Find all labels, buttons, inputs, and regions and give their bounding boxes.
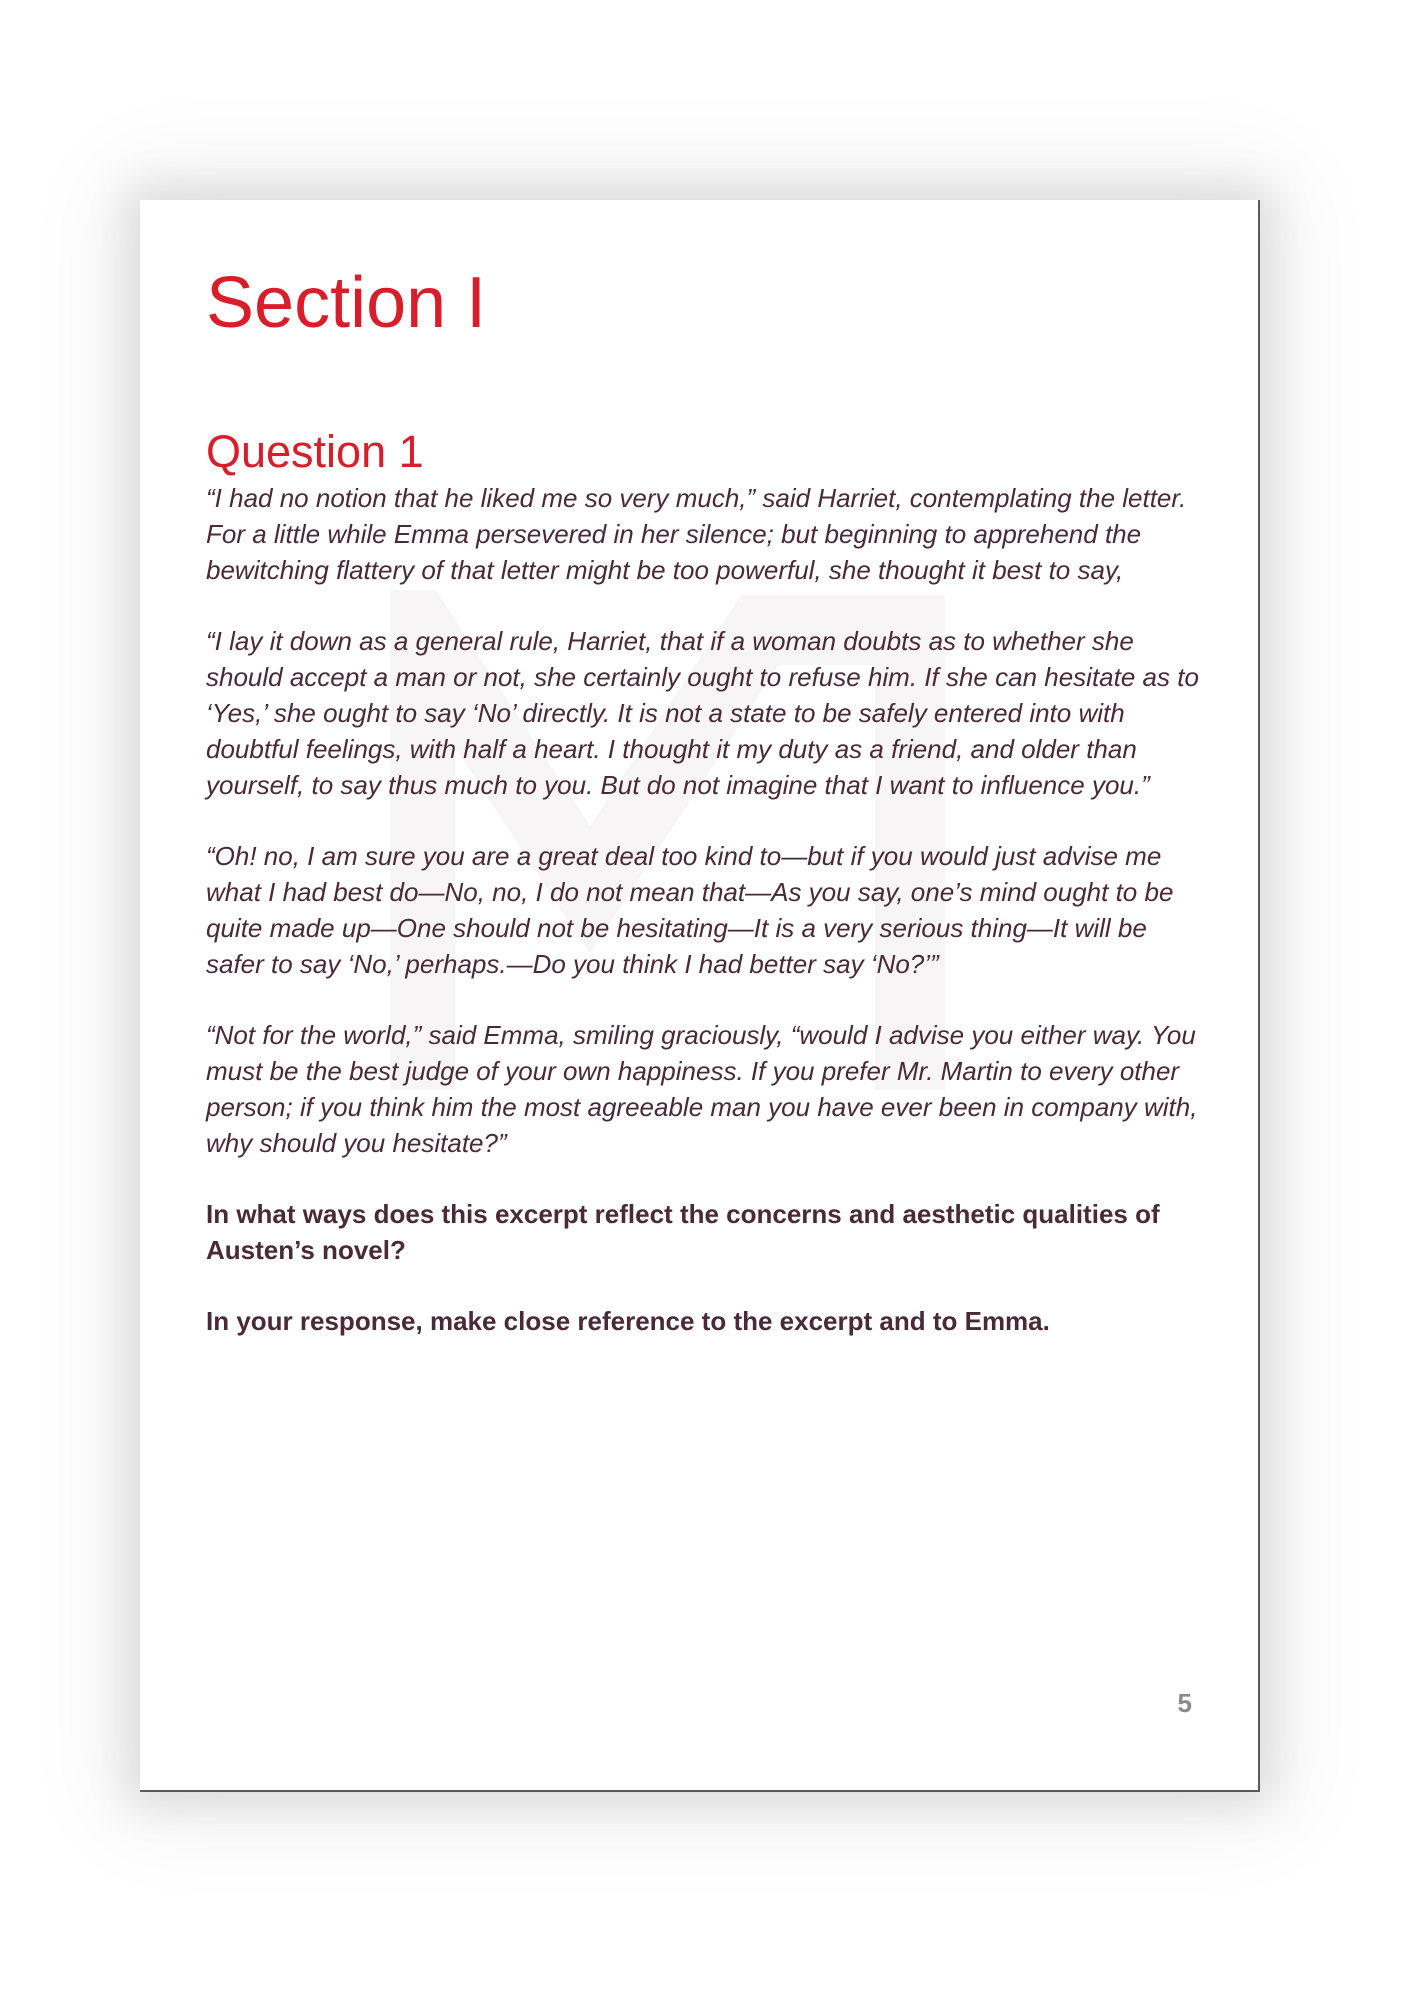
document-page [140, 200, 1260, 1792]
page-content [206, 258, 1206, 1374]
excerpt-paragraph: “I had no notion that he liked me so very much,” said Harriet, contemplating the letter. For a little while Emma persevered in her silence; but beginning to apprehend the bewitching flattery of that letter might be too powerful, she thought it best to say, [206, 483, 1187, 585]
page-number: 5 [1177, 1688, 1192, 1718]
excerpt-paragraph: “I lay it down as a general rule, Harriet, that if a woman doubts as to whether she should accept a man or not, she certainly ought to refuse him. If she can hesitate as to ‘Yes,’ she ought to say ‘No’ directly. It is not a state to be safely entered into with doubtful feelings, with half a heart. I thought it my duty as a friend, and older than yourself, to say thus much to you. But do not imagine that I want to influence you.” [206, 626, 1199, 800]
prompt-instruction: In your response, make close reference to the excerpt and to Emma. [206, 1306, 1050, 1336]
excerpt-paragraph: “Oh! no, I am sure you are a great deal too kind to—but if you would just advise me what I had best do—No, no, I do not mean that—As you say, one’s mind ought to be quite made up—One should not be hesitating—It is a very serious thing—It will be safer to say ‘No,’ perhaps.—Do you think I had better say ‘No?’” [206, 841, 1174, 979]
prompt-question: In what ways does this excerpt reflect the concerns and aesthetic qualities of Austen’s novel? [206, 1199, 1160, 1265]
question-title: Question 1 [206, 426, 424, 477]
excerpt-paragraph: “Not for the world,” said Emma, smiling graciously, “would I advise you either way. You must be the best judge of your own happiness. If you prefer Mr. Martin to every other person; if you think him the most agreeable man you have ever been in company with, why should you hesitate?” [206, 1020, 1198, 1158]
section-title: Section I [206, 263, 487, 343]
question-prompt [206, 1196, 1206, 1339]
excerpt [206, 480, 1206, 1161]
